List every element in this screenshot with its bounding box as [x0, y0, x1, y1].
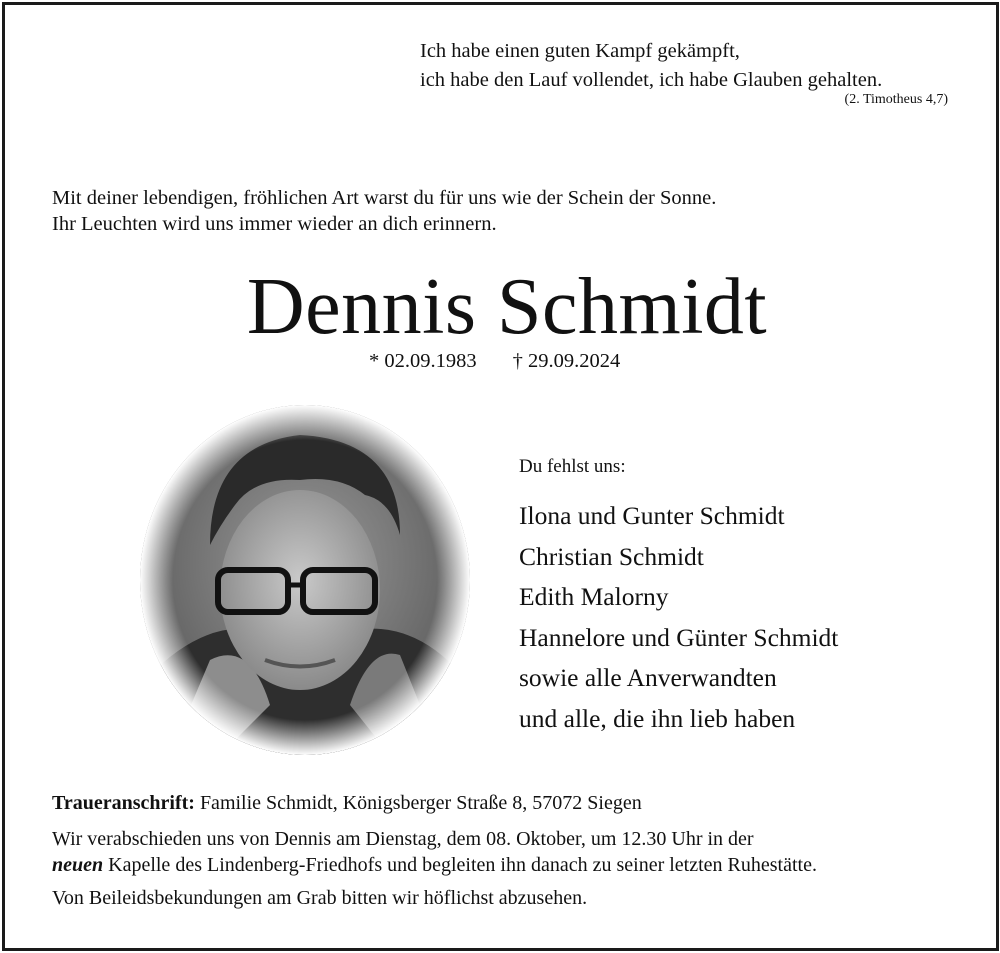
- intro-text: [52, 185, 716, 237]
- portrait-photo: [140, 405, 470, 755]
- service-line-2: [52, 853, 817, 879]
- birth-date: * 02.09.1983: [369, 350, 477, 372]
- address-label: Traueranschrift:: [52, 792, 195, 814]
- life-dates: [369, 350, 620, 373]
- intro-line-2: Ihr Leuchten wird uns immer wieder an dich erinnern.: [52, 213, 497, 235]
- mourner-5: sowie alle Anverwandten: [519, 663, 777, 692]
- missing-label: Du fehlst uns:: [519, 456, 626, 477]
- bible-verse: [420, 37, 882, 95]
- verse-line-1: Ich habe einen guten Kampf gekämpft,: [420, 40, 740, 62]
- mourner-6: und alle, die ihn lieb haben: [519, 703, 796, 733]
- service-emphasis: neuen: [52, 853, 104, 876]
- service-line-1: Wir verabschieden uns von Dennis am Dienstag, dem 08. Oktober, um 12.30 Uhr in der: [52, 828, 754, 850]
- mourner-3: Edith Malorny: [519, 582, 669, 611]
- service-line-2-rest: Kapelle des Lindenberg-Friedhofs und begleiten ihn danach zu seiner letzten Ruhestätte.: [108, 853, 817, 876]
- death-date: † 29.09.2024: [512, 350, 621, 372]
- verse-source: (2. Timotheus 4,7): [844, 92, 948, 107]
- address-value: Familie Schmidt, Königsberger Straße 8, 57072 Siegen: [199, 792, 642, 814]
- condolence-note: Von Beileidsbekundungen am Grab bitten wir höflichst abzusehen.: [52, 887, 588, 909]
- verse-line-2: ich habe den Lauf vollendet, ich habe Glauben gehalten.: [420, 69, 883, 91]
- mourners-list: [519, 496, 838, 739]
- mourner-4: Hannelore und Günter Schmidt: [519, 622, 839, 652]
- mourner-1: Ilona und Gunter Schmidt: [519, 501, 785, 530]
- intro-line-1: Mit deiner lebendigen, fröhlichen Art warst du für uns wie der Schein der Sonne.: [52, 187, 717, 209]
- mourner-2: Christian Schmidt: [519, 541, 704, 571]
- service-info: [52, 827, 817, 878]
- mourning-address: [52, 792, 642, 815]
- deceased-name: Dennis Schmidt: [246, 263, 768, 351]
